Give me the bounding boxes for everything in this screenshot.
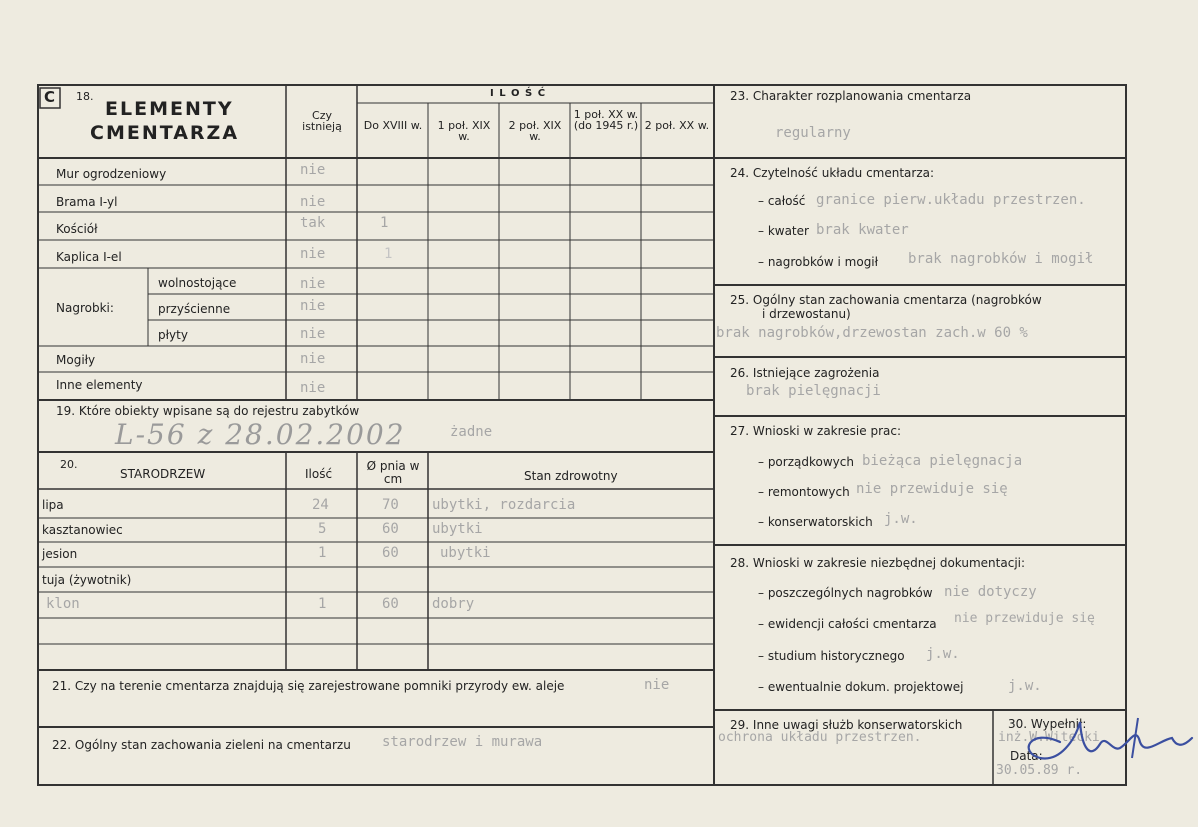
- period-header-5: 2 poł. XX w.: [644, 119, 710, 132]
- q28-item-value: nie przewiduje się: [954, 611, 1095, 626]
- tree-diam: 60: [382, 545, 399, 561]
- mogily-exists: nie: [300, 351, 326, 367]
- tree-count: 24: [312, 497, 329, 513]
- q30-name: inż.W.Witecki: [998, 730, 1100, 745]
- q19-label: 19. Które obiekty wpisane są do rejestru zabytków: [56, 404, 360, 418]
- staro-title: STARODRZEW: [120, 467, 206, 481]
- element-exists: nie: [300, 246, 326, 262]
- q23-answer: regularny: [775, 125, 851, 141]
- q27-item-value: nie przewiduje się: [856, 481, 1008, 497]
- staro-diam-header: Ø pnia w cm: [366, 459, 420, 486]
- tree-health: ubytki: [440, 545, 491, 561]
- period-header-3: 2 poł. XIX w.: [508, 119, 562, 143]
- element-label: Mur ogrodzeniowy: [56, 167, 167, 181]
- period-header-2: 1 poł. XIX w.: [437, 119, 491, 143]
- q29-answer: ochrona układu przestrzen.: [718, 730, 922, 745]
- element-exists: tak: [300, 215, 326, 231]
- q30-label: 30. Wypełnił:: [1008, 717, 1087, 731]
- q29-label: 29. Inne uwagi służb konserwatorskich: [730, 718, 963, 732]
- q27-item-value: bieżąca pielęgnacja: [862, 453, 1023, 469]
- inne-exists: nie: [300, 380, 326, 396]
- tree-count: 1: [318, 545, 327, 561]
- tree-diam: 60: [382, 596, 399, 612]
- q24-label: 24. Czytelność układu cmentarza:: [730, 166, 935, 180]
- element-exists: nie: [300, 194, 326, 210]
- period-header-1: Do XVIII w.: [363, 119, 423, 132]
- tree-count: 1: [318, 596, 327, 612]
- q30-date: 30.05.89 r.: [996, 763, 1083, 778]
- q24-item-label: – całość: [758, 194, 806, 208]
- q28-item-value: nie dotyczy: [944, 584, 1037, 600]
- q28-label: 28. Wnioski w zakresie niezbędnej dokumentacji:: [730, 556, 1026, 570]
- tree-diam: 60: [382, 521, 399, 537]
- q27-item-label: – konserwatorskich: [758, 515, 873, 529]
- element-exists: nie: [300, 162, 326, 178]
- q25-label-line2: i drzewostanu): [762, 307, 851, 321]
- title-line1: ELEMENTY: [105, 98, 234, 120]
- q22-answer: starodrzew i murawa: [382, 734, 543, 750]
- section-number: 18.: [76, 90, 94, 103]
- q28-item-label: – studium historycznego: [758, 649, 905, 663]
- staro-number: 20.: [60, 458, 78, 471]
- q28-item-value: j.w.: [926, 646, 960, 662]
- col-exists-header: Czy istnieją: [302, 109, 342, 133]
- title-line2: CMENTARZA: [90, 122, 240, 144]
- q25-label-line1: 25. Ogólny stan zachowania cmentarza (nagrobków: [730, 293, 1042, 307]
- q27-item-label: – porządkowych: [758, 455, 854, 469]
- staro-count-header: Ilość: [305, 467, 333, 481]
- tree-name: jesion: [42, 547, 78, 561]
- box-letter: C: [44, 88, 56, 106]
- q27-item-value: j.w.: [884, 511, 918, 527]
- nagrobki-label: Nagrobki:: [56, 301, 114, 315]
- element-label: Brama I-yl: [56, 195, 118, 209]
- q24-item-value: brak nagrobków i mogił: [908, 251, 1094, 267]
- tree-health: ubytki, rozdarcia: [432, 497, 576, 513]
- nagrobki-exists: nie: [300, 326, 326, 342]
- element-label: Kaplica I-el: [56, 250, 122, 264]
- element-label: Kościół: [56, 222, 98, 236]
- element-count-xviii: 1: [380, 215, 389, 231]
- q21-answer: nie: [644, 677, 670, 693]
- q19-answer: żadne: [450, 424, 493, 440]
- q21-label: 21. Czy na terenie cmentarza znajdują się zarejestrowane pomniki przyrody ew. aleje: [52, 679, 565, 693]
- q28-item-label: – ewentualnie dokum. projektowej: [758, 680, 964, 694]
- nagrobki-type: wolnostojące: [158, 276, 237, 290]
- q28-item-label: – poszczególnych nagrobków: [758, 586, 933, 600]
- q19-handwritten-registry: L-56 z 28.02.2002: [115, 418, 406, 451]
- q24-item-label: – kwater: [758, 224, 809, 238]
- element-count-xviii: 1: [384, 246, 393, 262]
- q27-label: 27. Wnioski w zakresie prac:: [730, 424, 902, 438]
- tree-health: dobry: [432, 596, 475, 612]
- tree-name: tuja (żywotnik): [42, 573, 132, 587]
- q28-item-label: – ewidencji całości cmentarza: [758, 617, 937, 631]
- q22-label: 22. Ogólny stan zachowania zieleni na cmentarzu: [52, 738, 351, 752]
- nagrobki-exists: nie: [300, 298, 326, 314]
- tree-diam: 70: [382, 497, 399, 513]
- q24-item-value: brak kwater: [816, 222, 909, 238]
- q26-answer: brak pielęgnacji: [746, 383, 881, 399]
- q28-item-value: j.w.: [1008, 678, 1042, 694]
- nagrobki-exists: nie: [300, 276, 326, 292]
- period-header-4: 1 poł. XX w. (do 1945 r.): [573, 108, 639, 132]
- q30-date-label: Data:: [1010, 749, 1043, 763]
- staro-health-header: Stan zdrowotny: [524, 469, 618, 483]
- q24-item-value: granice pierw.układu przestrzen.: [816, 192, 1086, 208]
- q25-answer: brak nagrobków,drzewostan zach.w 60 %: [716, 325, 1028, 341]
- q27-item-label: – remontowych: [758, 485, 850, 499]
- nagrobki-type: przyścienne: [158, 302, 231, 316]
- tree-health: ubytki: [432, 521, 483, 537]
- mogily-label: Mogiły: [56, 353, 96, 367]
- nagrobki-type: płyty: [158, 328, 188, 342]
- tree-name: kasztanowiec: [42, 523, 123, 537]
- inne-label: Inne elementy: [56, 378, 143, 392]
- tree-count: 5: [318, 521, 327, 537]
- q26-label: 26. Istniejące zagrożenia: [730, 366, 880, 380]
- tree-name: klon: [46, 596, 80, 612]
- q23-label: 23. Charakter rozplanowania cmentarza: [730, 89, 972, 103]
- ilosc-header: I L O Ś Ć: [490, 88, 547, 99]
- q24-item-label: – nagrobków i mogił: [758, 255, 879, 269]
- tree-name: lipa: [42, 498, 64, 512]
